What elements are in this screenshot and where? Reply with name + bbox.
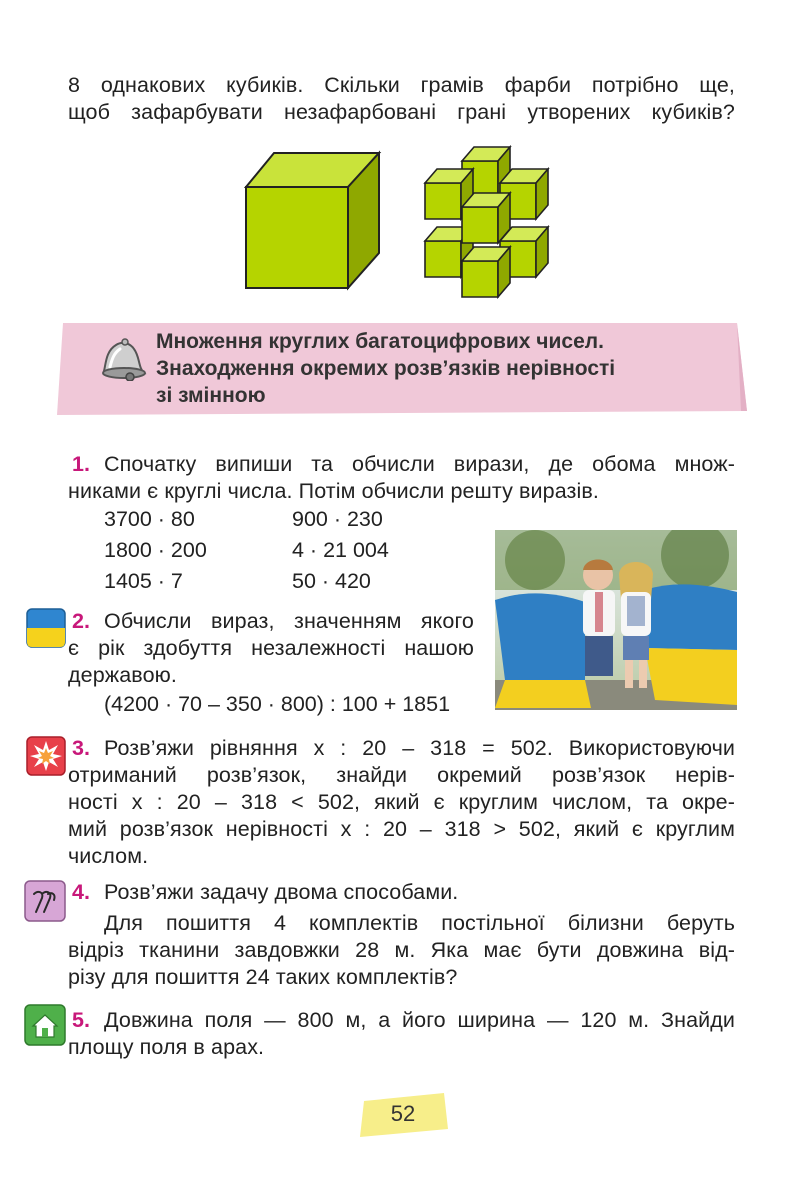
task-5-number: 5.	[72, 1008, 91, 1032]
task-4-line-4: різу для пошиття 24 таких комплектів?	[68, 965, 458, 989]
task-5-line-2: площу поля в арах.	[68, 1035, 265, 1059]
banner-title-line-1: Множення круглих багатоцифрових чисел.	[156, 330, 604, 353]
banner-title-line-2: Знаходження окремих розв’язків нерівності	[156, 357, 616, 380]
task-4-number: 4.	[72, 880, 91, 904]
home-icon	[24, 1004, 66, 1046]
task-3-number: 3.	[72, 736, 91, 760]
task-3-line-5: числом.	[68, 844, 149, 868]
task-1-expr: 1405 · 7	[104, 569, 183, 593]
task-4-line-1: Розв’яжи задачу двома способами.	[104, 880, 459, 904]
children-with-flag-photo	[495, 530, 737, 710]
task-2-expression: (4200 · 70 – 350 · 800) : 100 + 1851	[104, 692, 451, 716]
task-3-line-1: Розв’яжи рівняння x : 20 – 318 = 502. Використовуючи	[104, 736, 735, 760]
cubes-illustration	[240, 145, 570, 310]
task-1-line-2: никами є круглі числа. Потім обчисли решту виразів.	[68, 479, 599, 503]
bell-icon	[92, 333, 148, 381]
page-number: 52	[390, 1101, 416, 1126]
task-3-line-3: ності x : 20 – 318 < 502, який є круглим числом, та окре-	[68, 790, 735, 814]
ukraine-flag-icon	[26, 608, 66, 648]
task-4-line-2: Для пошиття 4 комплектів постільної білизни беруть	[104, 911, 735, 935]
task-1-expr: 50 · 420	[292, 569, 371, 593]
task-1-expr: 1800 · 200	[104, 538, 207, 562]
task-2-number: 2.	[72, 609, 91, 633]
task-1-expr: 3700 · 80	[104, 507, 195, 531]
large-cube	[246, 153, 379, 288]
task-2-line-1: Обчисли вираз, значенням якого	[104, 609, 474, 633]
small-cubes-group	[425, 147, 548, 297]
task-3-line-2: отриманий розв’язок, знайди окремий розв’язок нерів-	[68, 763, 735, 787]
intro-line-2: щоб зафарбувати незафарбовані грані утворених кубиків?	[68, 100, 735, 124]
task-4-line-3: відріз тканини завдовжки 28 м. Яка має бути довжина від-	[68, 938, 735, 962]
task-1-number: 1.	[72, 452, 91, 476]
banner-title-line-3: зі змінною	[156, 384, 266, 407]
task-1-expr: 900 · 230	[292, 507, 383, 531]
task-1-expr: 4 · 21 004	[292, 538, 389, 562]
task-2-line-3: державою.	[68, 663, 177, 687]
task-2-line-2: є рік здобуття незалежності нашою	[68, 636, 474, 660]
task-3-line-4: мий розв’язок нерівності x : 20 – 318 > 502, який є круглим	[68, 817, 735, 841]
intro-line-1: 8 однакових кубиків. Скільки грамів фарби потрібно ще,	[68, 73, 735, 97]
task-5-line-1: Довжина поля — 800 м, а його ширина — 120 м. Знайди	[104, 1008, 735, 1032]
task-1-line-1: Спочатку випиши та обчисли вирази, де обома множ-	[104, 452, 735, 476]
handwriting-icon	[24, 880, 66, 922]
burst-star-icon	[26, 736, 66, 776]
